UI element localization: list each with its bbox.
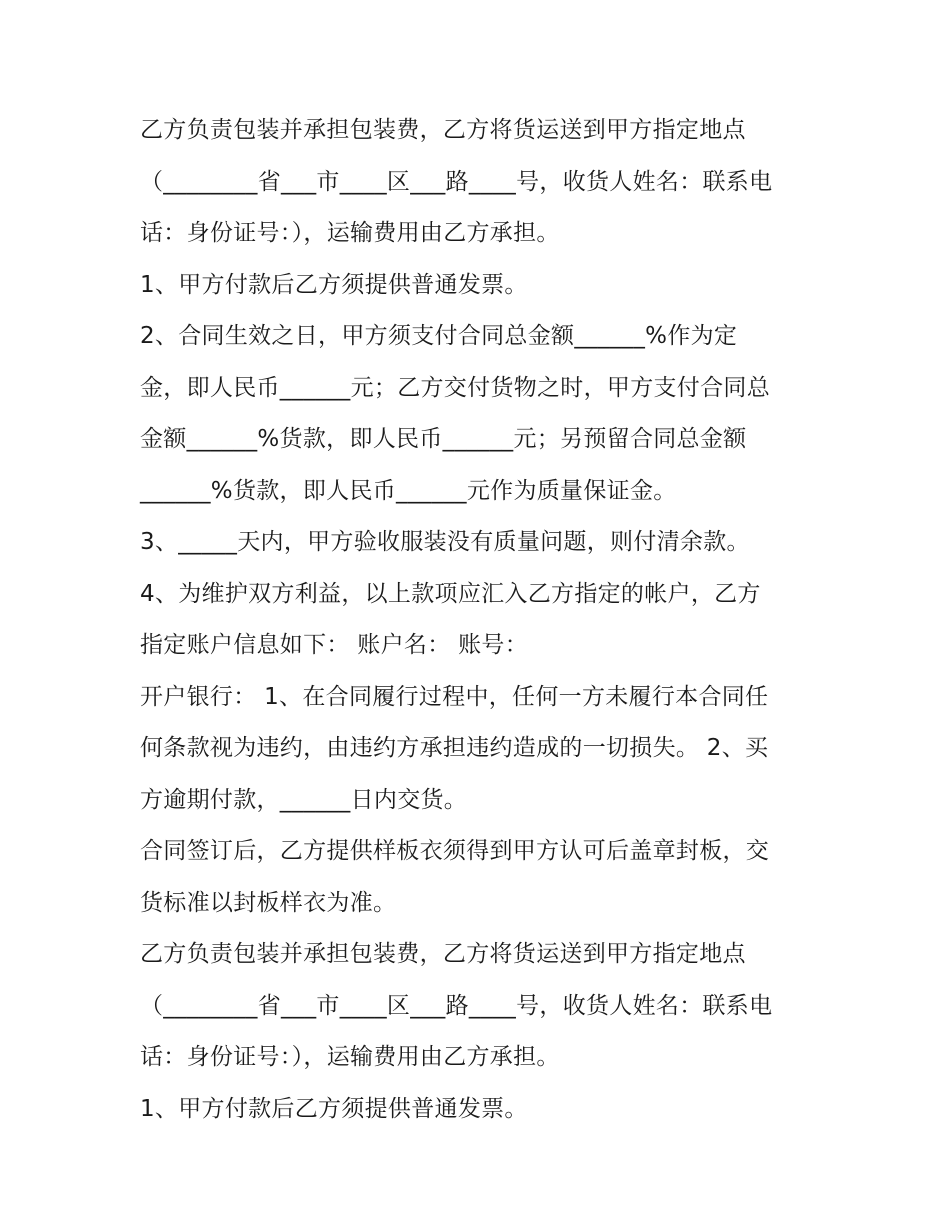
text-line: （________省___市____区___路____号，收货人姓名：联系电 [140,168,773,195]
text-line: ______%货款，即人民币______元作为质量保证金。 [140,477,677,504]
text-line: 2、合同生效之日，甲方须支付合同总金额______%作为定 [140,323,738,349]
text-line: 乙方负责包装并承担包装费，乙方将货运送到甲方指定地点 [140,117,746,143]
text-line: 乙方负责包装并承担包装费，乙方将货运送到甲方指定地点 [140,941,746,967]
text-line: 4、为维护双方利益，以上款项应汇入乙方指定的帐户，乙方 [140,580,761,607]
document-body [140,105,820,1135]
text-line: 开户银行： 1、在合同履行过程中，任何一方未履行本合同任 [140,683,769,710]
text-line: 金，即人民币______元；乙方交付货物之时，甲方支付合同总 [140,374,770,401]
text-line: （________省___市____区___路____号，收货人姓名：联系电 [140,992,773,1019]
text-line: 方逾期付款，______日内交货。 [140,786,468,813]
text-line: 1、甲方付款后乙方须提供普通发票。 [140,1095,528,1122]
text-line: 话：身份证号：），运输费用由乙方承担。 [140,220,560,246]
text-line: 话：身份证号：），运输费用由乙方承担。 [140,1044,560,1070]
text-line: 1、甲方付款后乙方须提供普通发票。 [140,271,528,298]
text-line: 货标准以封板样衣为准。 [140,889,397,916]
text-line: 合同签订后，乙方提供样板衣须得到甲方认可后盖章封板，交 [140,838,770,864]
text-line: 何条款视为违约，由违约方承担违约造成的一切损失。 2、买 [140,735,769,761]
text-line: 指定账户信息如下： 账户名： 账号： [140,632,529,658]
text-line: 3、_____天内，甲方验收服装没有质量问题，则付清余款。 [140,529,750,555]
text-line: 金额______%货款，即人民币______元；另预留合同总金额 [140,426,747,452]
